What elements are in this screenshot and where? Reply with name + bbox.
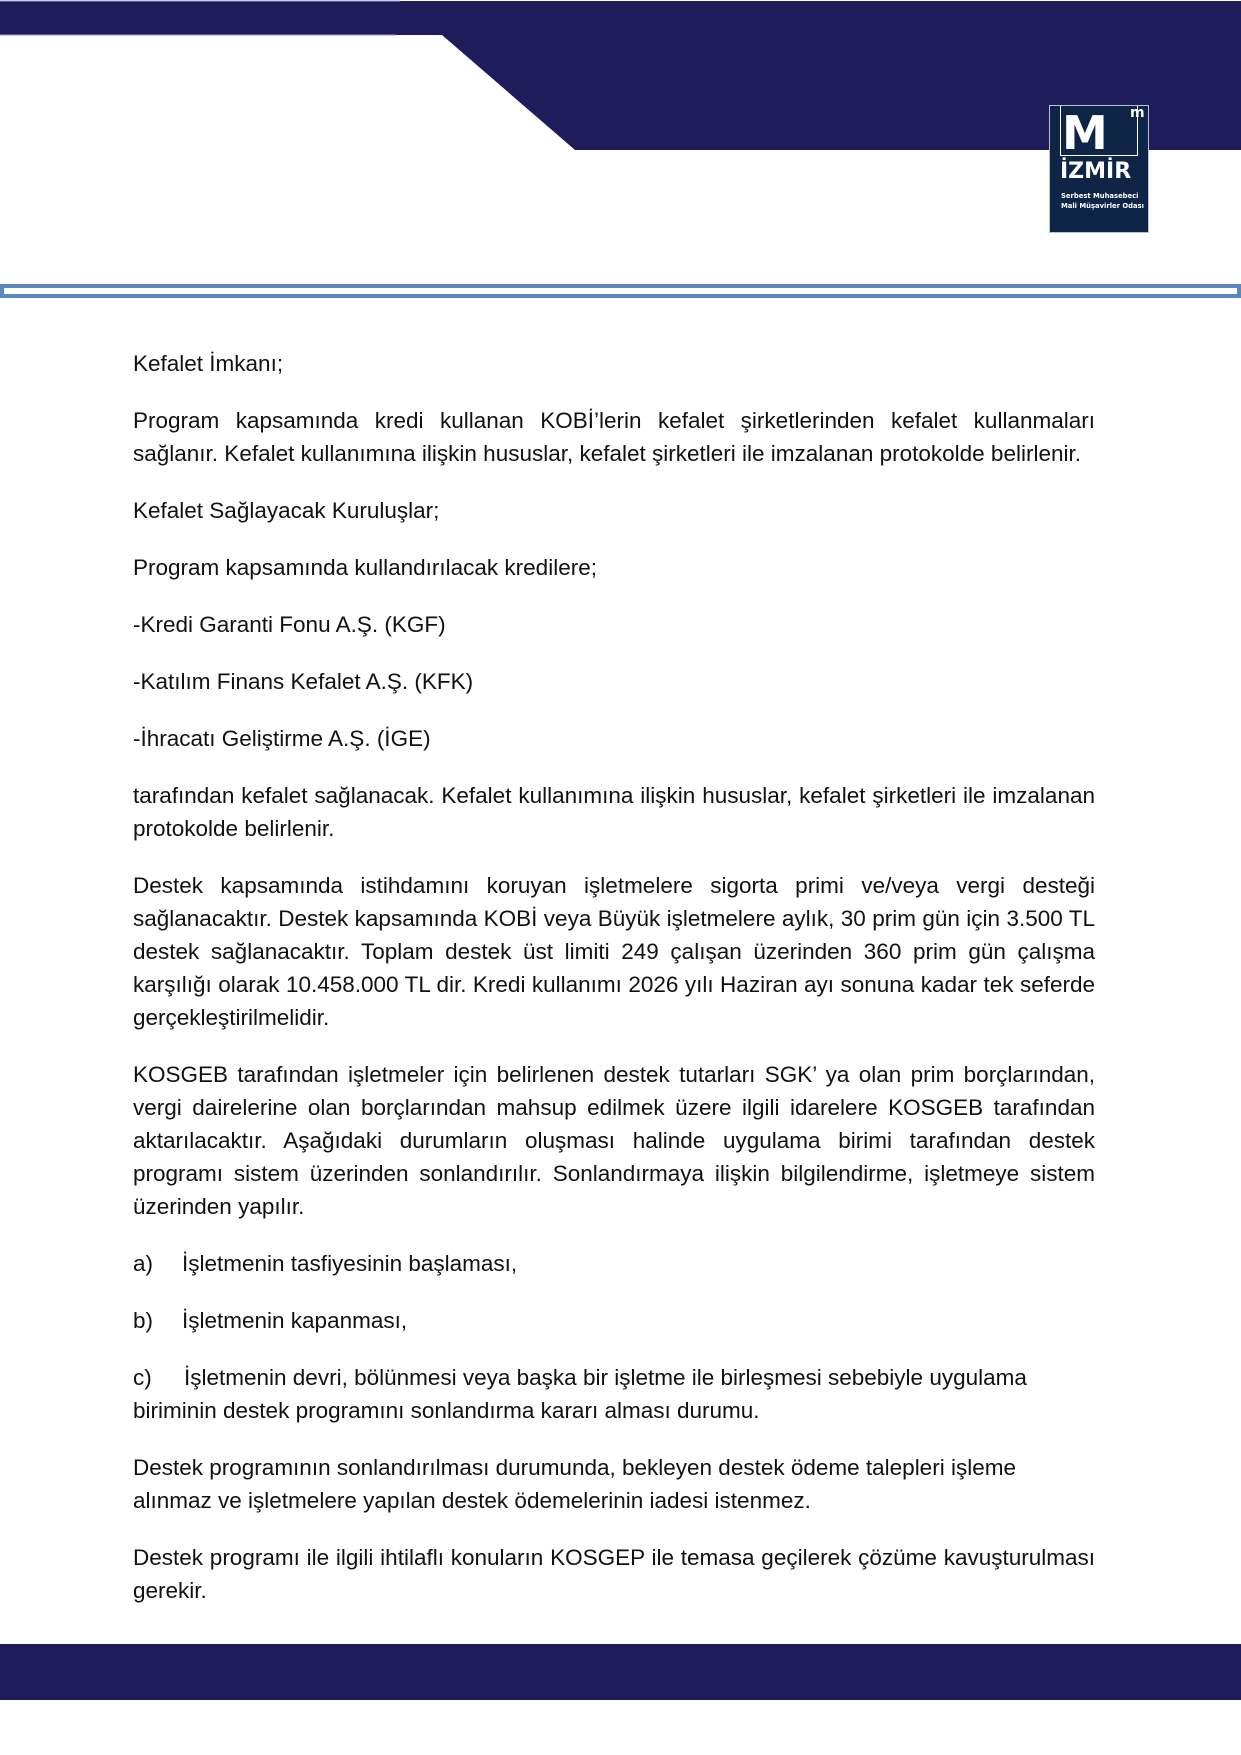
guarantor-item: -Kredi Garanti Fonu A.Ş. (KGF) bbox=[133, 612, 446, 637]
paragraph-guarantee: Program kapsamında kredi kullanan KOBİ’lerin kefalet şirketlerinden kefalet kullanmaları sağlanır. Kefalet kullanımına ilişkin hususlar, kefalet şirketleri ile imzalanan protokolde belirlenir. bbox=[133, 408, 1095, 466]
paragraph-termination: Destek programının sonlandırılması durumunda, bekleyen destek ödeme talepleri işleme alınmaz ve işletmelere yapılan destek ödemelerinin iadesi istenmez. bbox=[133, 1455, 1016, 1513]
condition-item bbox=[133, 1304, 1095, 1337]
logo-city: İZMİR bbox=[1060, 159, 1132, 184]
condition-item bbox=[133, 1247, 1095, 1280]
logo-mark-small: m bbox=[1130, 105, 1145, 121]
paragraph-kosgeb: KOSGEB tarafından işletmeler için belirlenen destek tutarları SGK’ ya olan prim borçlarından, vergi dairelerine olan borçlarından mahsup edilmek üzere ilgili idarelere KOSGEB tarafından aktarılacaktır. Aşağıdaki durumların oluşması halinde uygulama birimi tarafından destek programı sistem üzerinden sonlandırılır. Sonlandırmaya ilişkin bilgilendirme, işletmeye sistem üzerinden yapılır. bbox=[133, 1062, 1095, 1219]
document-body bbox=[133, 347, 1095, 1631]
paragraph-dispute: Destek programı ile ilgili ihtilaflı konuların KOSGEP ile temasa geçilerek çözüme kavuşturulması gerekir. bbox=[133, 1545, 1095, 1603]
guarantor-item: -Katılım Finans Kefalet A.Ş. (KFK) bbox=[133, 669, 474, 694]
logo-subtitle-2: Mali Müşavirler Odası bbox=[1061, 202, 1144, 210]
logo-subtitle-1: Serbest Muhasebeci bbox=[1061, 192, 1139, 200]
condition-marker: a) bbox=[133, 1251, 154, 1276]
condition-item bbox=[133, 1361, 1095, 1427]
logo-mark-big: M bbox=[1062, 106, 1108, 160]
section-heading-guarantee: Kefalet İmkanı; bbox=[133, 351, 284, 376]
header-separator bbox=[0, 284, 1241, 298]
condition-text: İşletmenin tasfiyesinin başlaması, bbox=[182, 1251, 518, 1276]
condition-text: İşletmenin devri, bölünmesi veya başka bir işletme ile birleşmesi sebebiyle uygulama biriminin destek programını sonlandırma kararı alması durumu. bbox=[133, 1365, 1027, 1423]
section-heading-guarantors: Kefalet Sağlayacak Kuruluşlar; bbox=[133, 498, 440, 523]
condition-marker: b) bbox=[133, 1308, 154, 1333]
footer-band bbox=[0, 1644, 1241, 1700]
paragraph-guarantors-closing: tarafından kefalet sağlanacak. Kefalet kullanımına ilişkin hususlar, kefalet şirketleri ile imzalanan protokolde belirlenir. bbox=[133, 783, 1095, 841]
paragraph-support: Destek kapsamında istihdamını koruyan işletmelere sigorta primi ve/veya vergi desteği sağlanacaktır. Destek kapsamında KOBİ veya Büyük işletmelere aylık, 30 prim gün için 3.500 TL destek sağlanacaktır. Toplam destek üst limiti 249 çalışan üzerinden 360 prim gün çalışma karşılığı olarak 10.458.000 TL dir. Kredi kullanımı 2026 yılı Haziran ayı sonuna kadar tek seferde gerçekleştirilmelidir. bbox=[133, 873, 1095, 1030]
condition-marker: c) bbox=[133, 1365, 152, 1390]
izmir-smmmo-logo bbox=[1049, 105, 1149, 233]
paragraph-guarantors-intro: Program kapsamında kullandırılacak kredilere; bbox=[133, 555, 597, 580]
guarantor-item: -İhracatı Geliştirme A.Ş. (İGE) bbox=[133, 726, 431, 751]
condition-text: İşletmenin kapanması, bbox=[182, 1308, 408, 1333]
